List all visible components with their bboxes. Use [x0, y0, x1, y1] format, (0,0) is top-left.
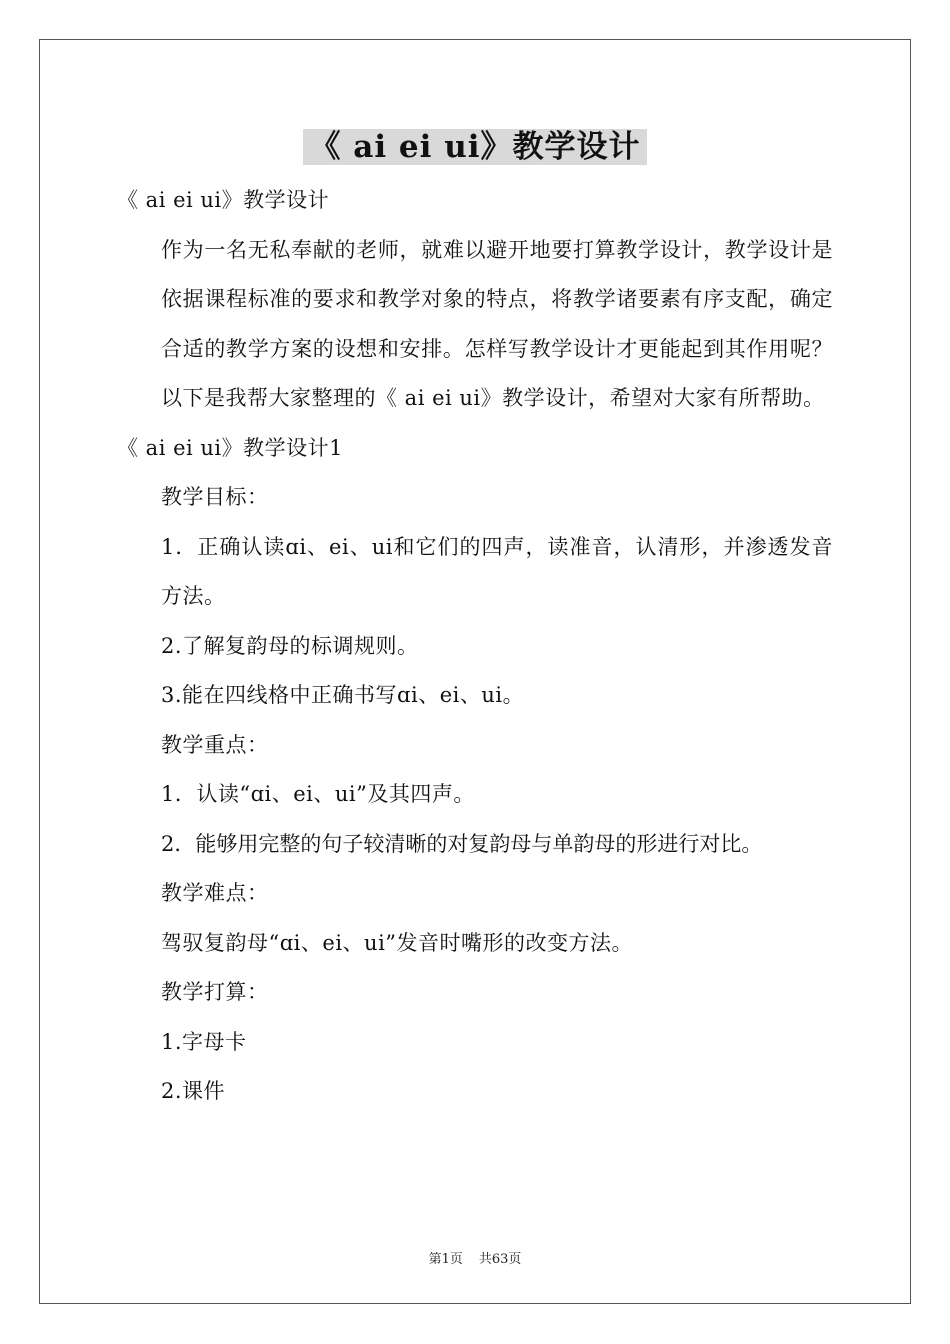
page-number-total: 共63页	[478, 1252, 522, 1267]
subtitle-line: 《 ai ei ui》教学设计	[117, 188, 330, 212]
goals-label: 教学目标：	[161, 485, 269, 509]
document-title-text: 《 ai ei ui》教学设计	[303, 129, 646, 165]
prep-label: 教学打算：	[161, 980, 269, 1004]
key-points-label: 教学重点：	[161, 732, 269, 757]
difficulty-text: 驾驭复韵母“ɑi、ei、ui”发音时嘴形的改变方法。	[161, 930, 634, 955]
document-body	[117, 176, 833, 1117]
goal-item-3: 3.能在四线格中正确书写ɑi、ei、ui。	[161, 683, 525, 707]
document-title	[0, 127, 950, 167]
intro-paragraph: 作为一名无私奉献的老师，就难以避开地要打算教学设计，教学设计是依据课程标准的要求和教学对象的特点，将教学诸要素有序支配，确定合适的教学方案的设想和安排。怎样写教学设计才更能起到其作用呢？以下是我帮大家整理的《 ai ei ui》教学设计，希望对大家有所帮助。	[161, 237, 833, 410]
key-point-item-2: 2．能够用完整的句子较清晰的对复韵母与单韵母的形进行对比。	[161, 831, 763, 856]
goal-item-1: 1．正确认读ɑi、ei、ui和它们的四声，读准音，认清形，并渗透发音方法。	[161, 534, 833, 608]
page-number-current: 第1页	[428, 1252, 463, 1267]
goal-item-2: 2.了解复韵母的标调规则。	[161, 633, 419, 658]
difficulty-label: 教学难点：	[161, 881, 269, 905]
page-footer	[0, 1248, 950, 1267]
key-point-item-1: 1．认读“ɑi、ei、ui”及其四声。	[161, 782, 475, 806]
section-heading: 《 ai ei ui》教学设计1	[117, 435, 344, 460]
prep-item-2: 2.课件	[161, 1079, 226, 1103]
prep-item-1: 1.字母卡	[161, 1029, 247, 1054]
